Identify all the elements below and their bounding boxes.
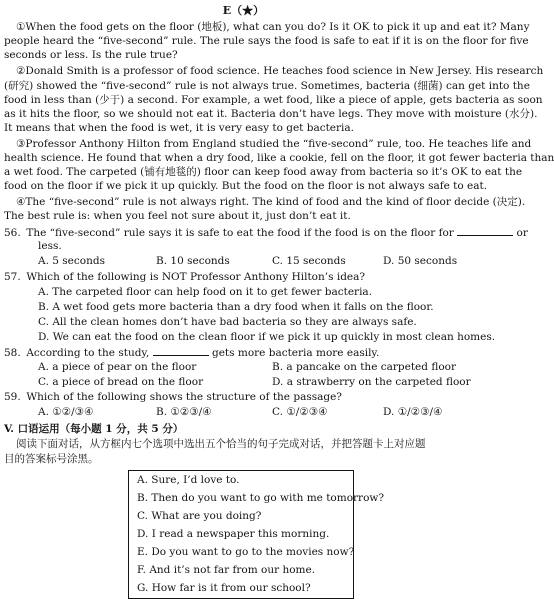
question-56-stem [4, 226, 528, 240]
box-option-b: B. Then do you want to go with me tomorrow? [137, 492, 385, 504]
section-5-heading: V. 口语运用（每小题 1 分，共 5 分） [4, 423, 184, 435]
option-57-a[interactable]: A. The carpeted floor can help food on it to get fewer bacteria. [38, 286, 373, 298]
option-57-b[interactable]: B. A wet food gets more bacteria than a dry food when it falls on the floor. [38, 301, 434, 313]
question-text: The “five-second” rule says it is safe to eat the food if the food is on the floor for [26, 227, 454, 239]
passage-line: ④The “five-second” rule is not always right. The kind of food and the kind of floor decide (决定). [16, 196, 526, 208]
question-text: According to the study, [26, 347, 150, 359]
question-number: 56. [4, 227, 21, 239]
question-text: or [516, 227, 528, 239]
box-option-c: C. What are you doing? [137, 510, 262, 522]
box-option-d: D. I read a newspaper this morning. [137, 528, 330, 540]
question-59-stem [4, 391, 342, 404]
passage-line: The best rule is: when you feel not sure about it, just don’t eat it. [4, 210, 351, 222]
box-option-e: E. Do you want to go to the movies now? [137, 546, 355, 558]
passage-line: ③Professor Anthony Hilton from England studied the “five-second” rule, too. He teaches life and [16, 138, 532, 150]
option-56-a[interactable]: A. 5 seconds [38, 255, 105, 267]
box-option-g: G. How far is it from our school? [137, 582, 311, 594]
answer-blank[interactable] [153, 346, 209, 356]
question-number: 58. [4, 347, 21, 359]
option-59-a[interactable]: A. ①②/③④ [38, 406, 94, 418]
passage-line: (研究) showed the “five-second” rule is not always true. Sometimes, bacteria (细菌) can get into the [4, 80, 530, 92]
section-5-instruction: 阅读下面对话，从方框内七个选项中选出五个恰当的句子完成对话，并把答题卡上对应题 [16, 438, 426, 450]
option-59-d[interactable]: D. ①/②③/④ [383, 406, 443, 418]
question-58-stem [4, 346, 379, 360]
box-option-f: F. And it’s not far from our home. [137, 564, 316, 576]
passage-line: a wet food. The carpeted (铺有地毯的) floor can keep food away from bacteria so it’s OK to eat the [4, 166, 523, 178]
option-58-c[interactable]: C. a piece of bread on the floor [38, 376, 204, 388]
option-57-c[interactable]: C. All the clean homes don’t have bad bacteria so they are always safe. [38, 316, 417, 328]
passage-line: ①When the food gets on the floor (地板), what can you do? Is it OK to pick it up and eat it? Many [16, 21, 530, 33]
option-59-b[interactable]: B. ①②③/④ [156, 406, 212, 418]
passage-line: seconds or less. Is the rule true? [4, 49, 178, 61]
option-56-d[interactable]: D. 50 seconds [383, 255, 458, 267]
question-number: 57. [4, 271, 21, 283]
option-58-a[interactable]: A. a piece of pear on the floor [38, 361, 197, 373]
option-58-d[interactable]: D. a strawberry on the carpeted floor [272, 376, 471, 388]
question-number: 59. [4, 391, 21, 403]
option-57-d[interactable]: D. We can eat the food on the clean floor if we pick it up quickly in most clean homes. [38, 331, 496, 343]
question-57-stem [4, 271, 365, 284]
passage-title: E（★） [222, 4, 265, 17]
option-59-c[interactable]: C. ①/②③④ [272, 406, 328, 418]
answer-blank[interactable] [457, 226, 513, 236]
option-56-c[interactable]: C. 15 seconds [272, 255, 346, 267]
option-56-b[interactable]: B. 10 seconds [156, 255, 230, 267]
option-58-b[interactable]: B. a pancake on the carpeted floor [272, 361, 456, 373]
passage-line: It means that when the food is wet, it is very easy to get bacteria. [4, 122, 354, 134]
passage-line: as it hits the floor, so we should not eat it. Bacteria don’t have legs. They move with moisture (水分). [4, 108, 538, 120]
passage-line: food in less than (少于) a second. For example, a wet food, like a piece of apple, gets bacteria as soon [4, 94, 543, 106]
passage-line: health science. He found that when a dry food, like a cookie, fell on the floor, it got fewer bacteria than [4, 152, 554, 164]
question-text: Which of the following is NOT Professor Anthony Hilton’s idea? [26, 271, 366, 283]
question-text: Which of the following shows the structure of the passage? [26, 391, 342, 403]
question-text: less. [38, 240, 62, 252]
section-5-instruction: 目的答案标号涂黑。 [4, 453, 99, 465]
passage-line: food on the floor if we pick it up quickly. But the food on the floor is not always safe to eat. [4, 180, 488, 192]
passage-line: ②Donald Smith is a professor of food science. He teaches food science in New Jersey. His research [16, 65, 544, 77]
passage-line: people heard the “five-second” rule. The rule says the food is safe to eat if it is on the floor for five [4, 35, 529, 47]
box-option-a: A. Sure, I’d love to. [137, 474, 240, 486]
question-text: gets more bacteria more easily. [212, 347, 380, 359]
